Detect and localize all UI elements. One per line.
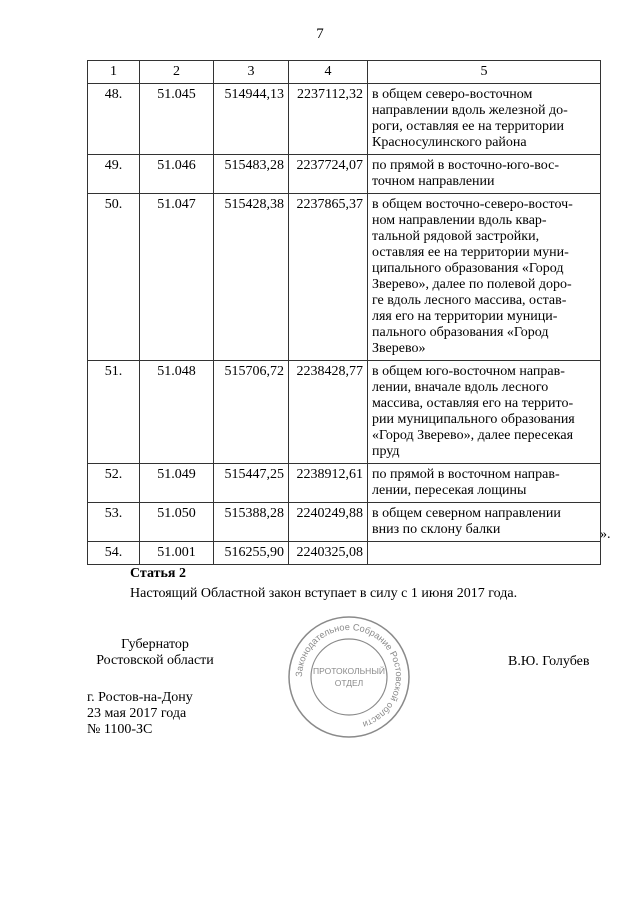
x-coordinate-cell: 515428,38	[214, 194, 289, 361]
point-code-cell: 51.048	[140, 361, 214, 464]
description-line: вниз по склону балки	[372, 522, 501, 537]
description-line: Зверево», далее по полевой доро-	[372, 277, 572, 292]
header-cell: 1	[88, 61, 140, 84]
description-line: Красносулинского района	[372, 135, 527, 150]
description-line: лении, пересекая лощины	[372, 483, 527, 498]
table-row	[88, 194, 601, 361]
y-coordinate-cell: 2240249,88	[289, 503, 368, 542]
y-coordinate-cell: 2238912,61	[289, 464, 368, 503]
point-code-cell: 51.050	[140, 503, 214, 542]
x-coordinate-cell: 516255,90	[214, 542, 289, 565]
official-stamp	[284, 612, 414, 742]
law-number: № 1100-ЗС	[87, 722, 153, 737]
coordinates-table	[87, 60, 601, 565]
description-cell	[368, 361, 601, 464]
description-cell	[368, 84, 601, 155]
article-text: Настоящий Областной закон вступает в силу с 1 июня 2017 года.	[130, 586, 518, 601]
x-coordinate-cell: 515447,25	[214, 464, 289, 503]
description-cell	[368, 542, 601, 565]
row-number-cell: 51.	[88, 361, 140, 464]
y-coordinate-cell: 2237112,32	[289, 84, 368, 155]
description-cell	[368, 155, 601, 194]
stamp-center-line2: ОТДЕЛ	[334, 678, 364, 688]
description-line: по прямой в восточно-юго-вос-	[372, 158, 559, 173]
x-coordinate-cell: 515388,28	[214, 503, 289, 542]
description-line: «Город Зверево», далее пересекая	[372, 428, 574, 443]
description-line: лении, вначале вдоль лесного	[372, 380, 549, 395]
governor-title-line2: Ростовской области	[96, 653, 214, 668]
governor-title	[92, 637, 218, 669]
description-line: пруд	[372, 444, 400, 459]
page-number: 7	[316, 26, 324, 42]
description-line: оставляя ее на территории муни-	[372, 245, 569, 260]
closing-quote: ».	[600, 527, 611, 542]
y-coordinate-cell: 2238428,77	[289, 361, 368, 464]
description-line: ном направлении вдоль квар-	[372, 213, 547, 228]
table-row	[88, 361, 601, 464]
header-cell: 3	[214, 61, 289, 84]
point-code-cell: 51.047	[140, 194, 214, 361]
point-code-cell: 51.045	[140, 84, 214, 155]
stamp-inner-ring	[311, 639, 387, 715]
stamp-ring-text: Законодательное Собрание Ростовской области	[293, 621, 405, 730]
table-row	[88, 542, 601, 565]
row-number-cell: 50.	[88, 194, 140, 361]
x-coordinate-cell: 514944,13	[214, 84, 289, 155]
y-coordinate-cell: 2237865,37	[289, 194, 368, 361]
table-row	[88, 503, 601, 542]
row-number-cell: 54.	[88, 542, 140, 565]
row-number-cell: 53.	[88, 503, 140, 542]
description-cell	[368, 194, 601, 361]
description-line: в общем восточно-северо-восточ-	[372, 197, 573, 212]
point-code-cell: 51.049	[140, 464, 214, 503]
description-line: в общем юго-восточном направ-	[372, 364, 565, 379]
table-row	[88, 155, 601, 194]
description-line: в общем северо-восточном	[372, 87, 533, 102]
header-cell: 2	[140, 61, 214, 84]
signing-place: г. Ростов-на-Дону	[87, 690, 193, 705]
row-number-cell: 52.	[88, 464, 140, 503]
description-line: массива, оставляя его на террито-	[372, 396, 574, 411]
row-number-cell: 48.	[88, 84, 140, 155]
row-number-cell: 49.	[88, 155, 140, 194]
article-heading: Статья 2	[130, 566, 186, 581]
table-body	[88, 61, 601, 565]
description-line: Зверево»	[372, 341, 426, 356]
y-coordinate-cell: 2237724,07	[289, 155, 368, 194]
point-code-cell: 51.046	[140, 155, 214, 194]
stamp-outer-ring	[289, 617, 409, 737]
governor-title-line1: Губернатор	[121, 637, 189, 652]
description-line: пального образования «Город	[372, 325, 549, 340]
table-row	[88, 84, 601, 155]
x-coordinate-cell: 515706,72	[214, 361, 289, 464]
signing-details	[87, 690, 193, 738]
header-cell: 4	[289, 61, 368, 84]
description-cell	[368, 503, 601, 542]
table-header-row	[88, 61, 601, 84]
description-line: роги, оставляя ее на территории	[372, 119, 564, 134]
table-row	[88, 464, 601, 503]
description-line: точном направлении	[372, 174, 495, 189]
description-line: по прямой в восточном направ-	[372, 467, 560, 482]
stamp-center-line1: ПРОТОКОЛЬНЫЙ	[313, 666, 385, 676]
description-cell	[368, 464, 601, 503]
y-coordinate-cell: 2240325,08	[289, 542, 368, 565]
description-line: ге вдоль лесного массива, остав-	[372, 293, 567, 308]
point-code-cell: 51.001	[140, 542, 214, 565]
governor-name: В.Ю. Голубев	[508, 654, 590, 669]
description-line: ляя его на территории муници-	[372, 309, 558, 324]
description-line: рии муниципального образования	[372, 412, 575, 427]
x-coordinate-cell: 515483,28	[214, 155, 289, 194]
header-cell: 5	[368, 61, 601, 84]
description-line: в общем северном направлении	[372, 506, 561, 521]
signing-date: 23 мая 2017 года	[87, 706, 187, 721]
description-line: направлении вдоль железной до-	[372, 103, 568, 118]
description-line: тальной рядовой застройки,	[372, 229, 540, 244]
description-line: ципального образования «Город	[372, 261, 564, 276]
